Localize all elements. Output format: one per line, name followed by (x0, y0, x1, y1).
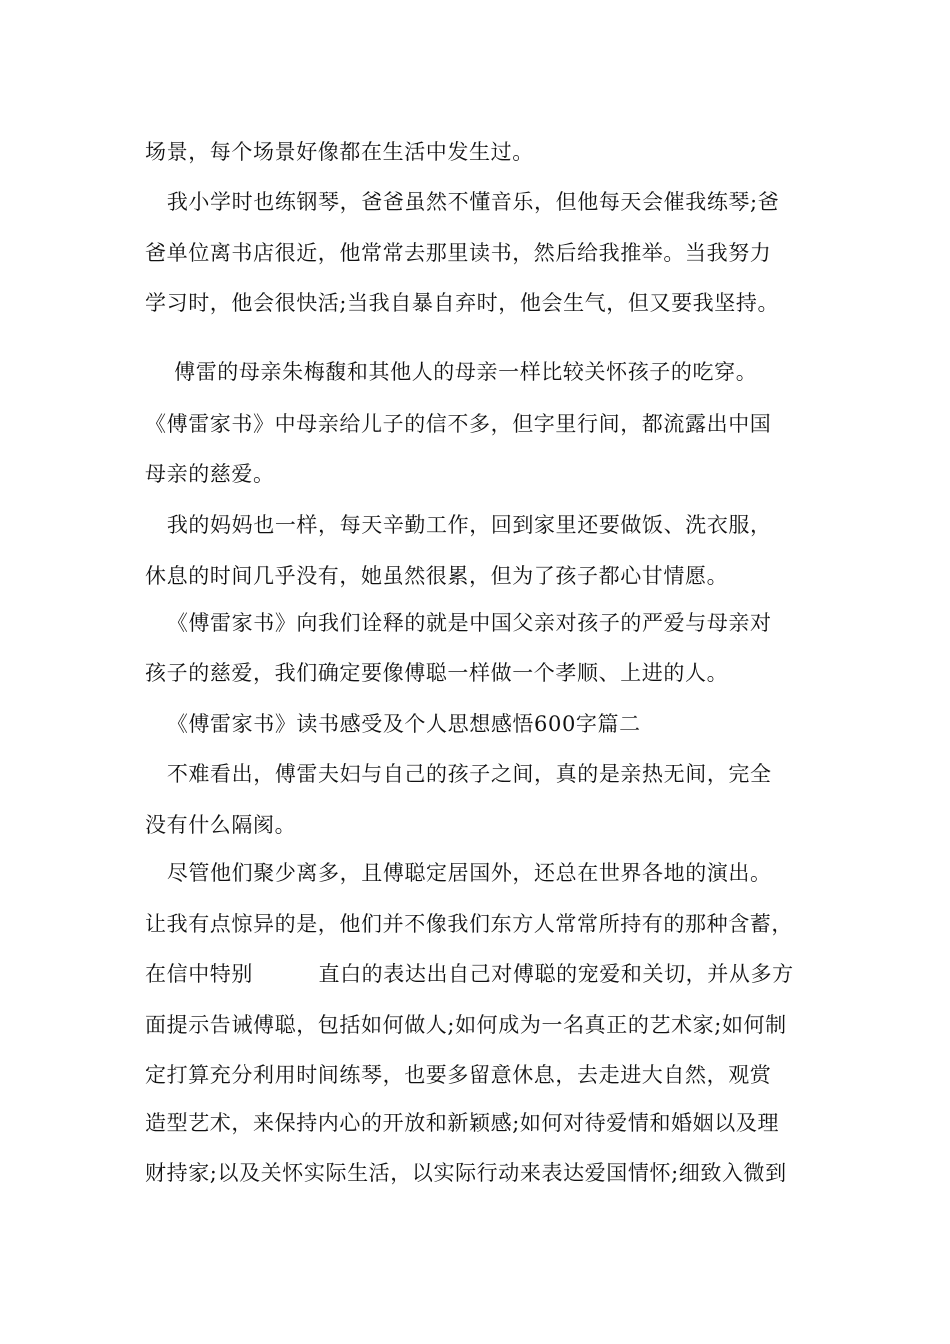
text-line: 傅雷的母亲朱梅馥和其他人的母亲一样比较关怀孩子的吃穿。 (145, 360, 758, 384)
text-line: 我小学时也练钢琴，爸爸虽然不懂音乐，但他每天会催我练琴;爸 (145, 190, 780, 214)
text-line: 孩子的慈爱，我们确定要像傅聪一样做一个孝顺、上进的人。 (145, 661, 729, 685)
text-line: 《傅雷家书》中母亲给儿子的信不多，但字里行间，都流露出中国 (145, 412, 772, 436)
text-line: 母亲的慈爱。 (145, 462, 275, 486)
text-line: 《傅雷家书》向我们诠释的就是中国父亲对孩子的严爱与母亲对 (145, 611, 772, 635)
text-line: 尽管他们聚少离多，且傅聪定居国外，还总在世界各地的演出。 (145, 861, 772, 885)
text-line: 我的妈妈也一样，每天辛勤工作，回到家里还要做饭、洗衣服， (145, 513, 772, 537)
text-line: 在信中特别 直白的表达出自己对傅聪的宠爱和关切，并从多方 (145, 962, 794, 986)
text-line: 定打算充分利用时间练琴，也要多留意休息，去走进大自然，观赏 (145, 1063, 772, 1087)
section-heading: 《傅雷家书》读书感受及个人思想感悟600字篇二 (145, 712, 641, 736)
text-line: 不难看出，傅雷夫妇与自己的孩子之间，真的是亲热无间，完全 (145, 762, 772, 786)
text-line: 面提示告诫傅聪，包括如何做人;如何成为一名真正的艺术家;如何制 (145, 1013, 787, 1037)
text-line: 场景，每个场景好像都在生活中发生过。 (145, 140, 534, 164)
text-line: 财持家;以及关怀实际生活，以实际行动来表达爱国情怀;细致入微到 (145, 1161, 787, 1185)
text-line: 造型艺术，来保持内心的开放和新颖感;如何对待爱情和婚姻以及理 (145, 1111, 780, 1135)
text-line: 爸单位离书店很近，他常常去那里读书，然后给我推举。当我努力 (145, 241, 772, 265)
text-line: 休息的时间几乎没有，她虽然很累，但为了孩子都心甘情愿。 (145, 564, 729, 588)
text-line: 没有什么隔阂。 (145, 813, 297, 837)
text-line: 让我有点惊异的是，他们并不像我们东方人常常所持有的那种含蓄， (145, 912, 793, 936)
text-line: 学习时，他会很快活;当我自暴自弃时，他会生气，但又要我坚持。 (145, 291, 780, 315)
